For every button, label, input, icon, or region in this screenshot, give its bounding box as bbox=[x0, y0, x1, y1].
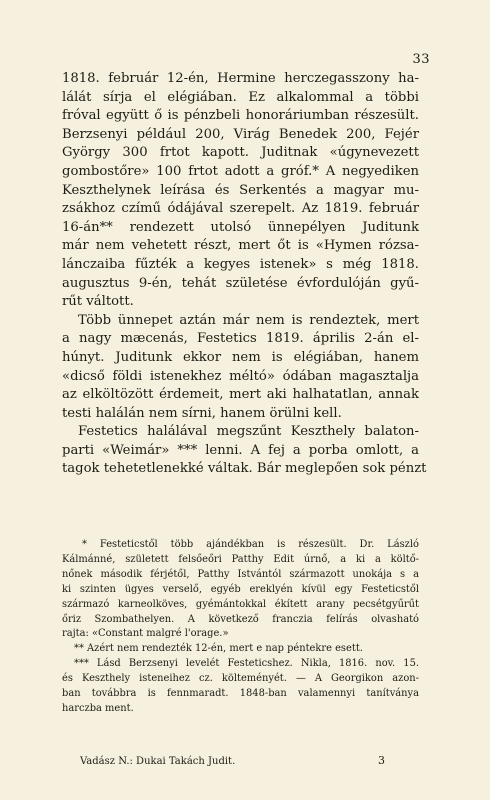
body-text bbox=[62, 70, 427, 479]
footnote-line: harczba ment. bbox=[62, 702, 134, 714]
text-line: lálát sírja el elégiában. Ez alkalommal a többi bbox=[62, 89, 419, 105]
text-line: parti «Weimár» *** lenni. A fej a porba omlott, a bbox=[62, 442, 419, 458]
footnote-line: ban továbbra is fennmaradt. 1848-ban valamennyi tanítványa bbox=[62, 688, 419, 700]
text-line: Festetics halálával megszűnt Keszthely balaton- bbox=[78, 424, 419, 440]
signature-mark: 3 bbox=[378, 754, 385, 767]
footnote-line: őriz Szombathelyen. A következő franczia felírás olvasható bbox=[62, 613, 419, 625]
text-line: az elköltözött érdemeit, mert aki halhatatlan, annak bbox=[62, 387, 419, 403]
footnote-line: rajta: «Constant malgré l'orage.» bbox=[62, 628, 229, 640]
text-line: a nagy mæcenás, Festetics 1819. április 2-án el- bbox=[62, 331, 419, 347]
footnotes bbox=[62, 538, 419, 717]
footnote-line: Kálmánné, született felsőeőri Patthy Edit úrnő, a ki a költő- bbox=[62, 553, 419, 565]
footnote-line: származó karneolköves, gyémántokkal ékített arany pecsétgyűrűt bbox=[62, 598, 419, 610]
text-line: húnyt. Juditunk ekkor nem is elégiában, hanem bbox=[62, 349, 419, 365]
signature-line: Vadász N.: Dukai Takách Judit. bbox=[80, 756, 236, 767]
footnote-line: és Keszthely isteneihez cz. költeményét. — A Georgikon azon- bbox=[62, 673, 419, 685]
text-line: 1818. február 12-én, Hermine herczegasszony ha- bbox=[62, 71, 419, 86]
text-line: augusztus 9-én, tehát születése évfordulóján gyű- bbox=[62, 275, 419, 291]
text-line: rűt váltott. bbox=[62, 294, 134, 310]
text-line: Keszthelynek leírása és Serkentés a magyar mu- bbox=[62, 182, 419, 198]
text-line: testi halálán nem sírni, hanem örülni kell. bbox=[62, 405, 342, 421]
text-line: zsákhoz czímű ódájával szerepelt. Az 1819. február bbox=[62, 201, 419, 217]
text-line: már nem vehetett részt, mert őt is «Hymen rózsa- bbox=[62, 238, 419, 254]
text-line: gombostőre» 100 frtot adott a gróf.* A negyediken bbox=[62, 163, 419, 179]
footnote-line: * Festeticstől több ajándékban is részesült. Dr. László bbox=[82, 539, 419, 550]
footnote-line: ** Azért nem rendezték 12-én, mert e nap péntekre esett. bbox=[74, 643, 363, 655]
text-line: György 300 frtot kapott. Juditnak «úgynevezett bbox=[62, 145, 419, 161]
text-line: lánczaiba fűzték a kegyes istenek» s még 1818. bbox=[62, 256, 419, 272]
text-line: Több ünnepet aztán már nem is rendeztek, mert bbox=[78, 312, 419, 328]
text-line: 16-án** rendezett utolsó ünnepélyen Juditunk bbox=[62, 219, 419, 235]
page-number: 33 bbox=[412, 52, 430, 67]
text-line: «dicső földi istenekhez méltó» ódában magasztalja bbox=[62, 368, 419, 384]
text-line: tagok tehetetlenekké váltak. Bár meglepően sok pénzt bbox=[62, 461, 427, 477]
text-line: fróval együtt ő is pénzbeli honoráriumban részesült. bbox=[62, 108, 419, 124]
footnote-line: ki szinten ügyes verselő, egyéb ereklyén kívül egy Festeticstől bbox=[62, 583, 419, 595]
footnote-line: *** Lásd Berzsenyi levelét Festeticshez. Nikla, 1816. nov. 15. bbox=[74, 658, 419, 670]
footnote-line: nőnek második férjétől, Patthy Istvántól származott unokája s a bbox=[62, 568, 419, 580]
text-line: Berzsenyi például 200, Virág Benedek 200, Fejér bbox=[62, 126, 419, 142]
